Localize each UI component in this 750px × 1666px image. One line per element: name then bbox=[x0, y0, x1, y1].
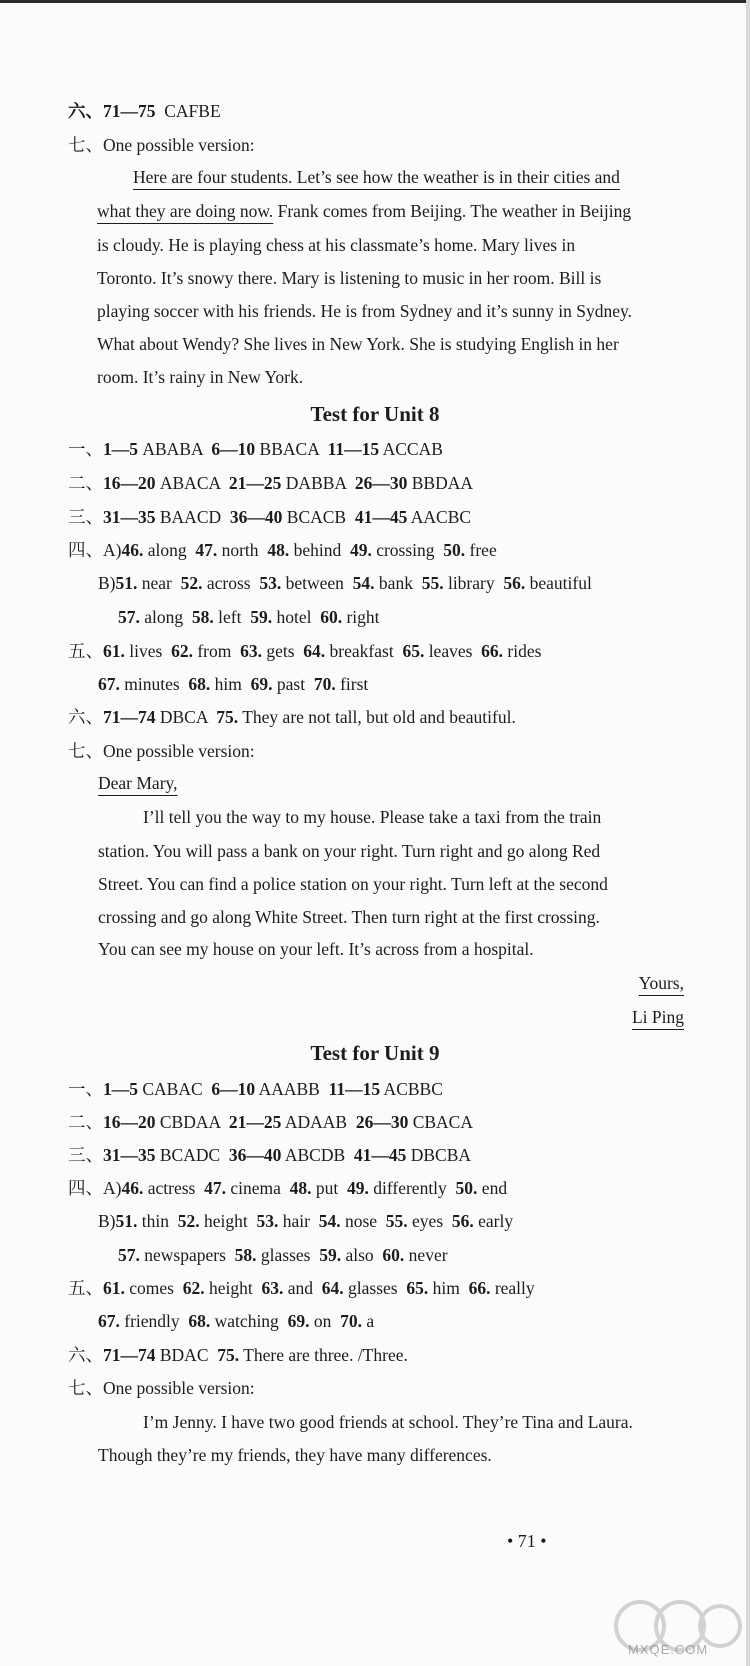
unit9-row-2: 二、16—20 CBDAA 21—25 ADAAB 26—30 CBACA bbox=[68, 1112, 473, 1132]
essay-line: what they are doing now. Frank comes from Beijing. The weather in Beijing bbox=[97, 201, 632, 221]
unit8-five-cont: 67. minutes 68. him 69. past 70. first bbox=[98, 674, 369, 694]
unit8-row-2: 二、16—20 ABACA 21—25 DABBA 26—30 BBDAA bbox=[68, 473, 473, 493]
unit8-row-3: 三、31—35 BAACD 36—40 BCACB 41—45 AACBC bbox=[68, 507, 472, 527]
unit8-four-b: B)51. near 52. across 53. between 54. bank 55. library 56. beautiful bbox=[98, 573, 592, 593]
essay-line: room. It’s rainy in New York. bbox=[97, 367, 304, 387]
unit9-row-3: 三、31—35 BCADC 36—40 ABCDB 41—45 DBCBA bbox=[68, 1145, 472, 1165]
unit9-five-cont: 67. friendly 68. watching 69. on 70. a bbox=[98, 1311, 375, 1331]
unit8-row-1: 一、1—5 ABABA 6—10 BBACA 11—15 ACCAB bbox=[68, 439, 443, 459]
essay-line: I’m Jenny. I have two good friends at school. They’re Tina and Laura. bbox=[143, 1412, 633, 1432]
essay-line: Though they’re my friends, they have many differences. bbox=[98, 1445, 492, 1465]
essay-line: Here are four students. Let’s see how the weather is in their cities and bbox=[133, 167, 620, 187]
unit9-title: Test for Unit 9 bbox=[310, 1041, 440, 1065]
essay-line: What about Wendy? She lives in New York. She is studying English in her bbox=[97, 334, 619, 354]
letter-line: crossing and go along White Street. Then turn right at the first crossing. bbox=[98, 907, 600, 927]
unit9-four-a: 四、A)46. actress 47. cinema 48. put 49. differently 50. end bbox=[68, 1178, 508, 1198]
letter-signature: Li Ping bbox=[631, 1007, 684, 1027]
watermark-text: MXQE.COM bbox=[628, 1642, 709, 1657]
letter-line: I’ll tell you the way to my house. Please take a taxi from the train bbox=[143, 807, 602, 827]
letter-closing: Yours, bbox=[638, 973, 684, 993]
unit8-title: Test for Unit 8 bbox=[310, 402, 440, 426]
essay-line: Toronto. It’s snowy there. Mary is listening to music in her room. Bill is bbox=[97, 268, 602, 288]
letter-greeting: Dear Mary, bbox=[98, 773, 178, 793]
section-six-intro: 六、71—75 CAFBE bbox=[68, 101, 221, 121]
letter-line: station. You will pass a bank on your right. Turn right and go along Red bbox=[98, 841, 601, 861]
unit8-four-a: 四、A)46. along 47. north 48. behind 49. crossing 50. free bbox=[68, 540, 497, 560]
unit8-six: 六、71—74 DBCA 75. They are not tall, but old and beautiful. bbox=[68, 707, 516, 727]
essay-line: is cloudy. He is playing chess at his classmate’s home. Mary lives in bbox=[97, 235, 576, 255]
unit8-five: 五、61. lives 62. from 63. gets 64. breakfast 65. leaves 66. rides bbox=[68, 641, 542, 661]
page-number: • 71 • bbox=[507, 1531, 547, 1551]
letter-line: You can see my house on your left. It’s across from a hospital. bbox=[98, 939, 534, 959]
unit9-seven: 七、One possible version: bbox=[68, 1378, 255, 1398]
unit9-four-b-cont: 57. newspapers 58. glasses 59. also 60. never bbox=[118, 1245, 448, 1265]
unit9-five: 五、61. comes 62. height 63. and 64. glasses 65. him 66. really bbox=[68, 1278, 535, 1298]
unit9-row-1: 一、1—5 CABAC 6—10 AAABB 11—15 ACBBC bbox=[68, 1079, 443, 1099]
letter-line: Street. You can find a police station on your right. Turn left at the second bbox=[98, 874, 608, 894]
unit8-four-b-cont: 57. along 58. left 59. hotel 60. right bbox=[118, 607, 380, 627]
essay-line: playing soccer with his friends. He is from Sydney and it’s sunny in Sydney. bbox=[97, 301, 632, 321]
unit8-seven: 七、One possible version: bbox=[68, 741, 255, 761]
section-seven-intro: 七、One possible version: bbox=[68, 135, 255, 155]
unit9-four-b: B)51. thin 52. height 53. hair 54. nose 55. eyes 56. early bbox=[98, 1211, 514, 1231]
unit9-six: 六、71—74 BDAC 75. There are three. /Three. bbox=[68, 1345, 408, 1365]
